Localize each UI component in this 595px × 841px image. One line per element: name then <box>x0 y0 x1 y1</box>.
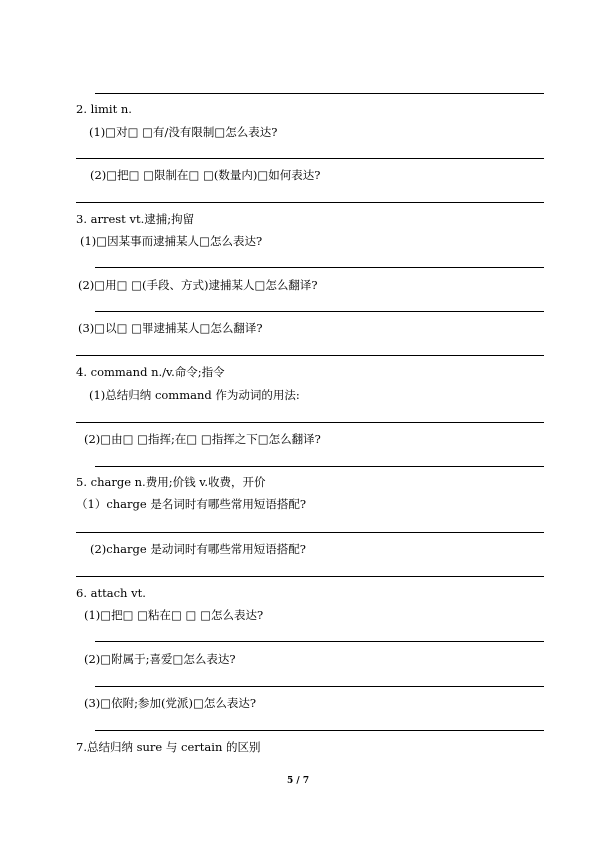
question-text: (2)□附属于;喜爱□怎么表达? <box>84 652 236 666</box>
answer-line <box>76 532 544 533</box>
item-heading: 3. arrest vt.逮捕;拘留 <box>76 212 195 226</box>
question-text: (3)□依附;参加(党派)□怎么表达? <box>84 696 257 710</box>
answer-line <box>95 466 544 467</box>
answer-line <box>76 576 544 577</box>
answer-line <box>76 355 544 356</box>
question-text: (1)□因某事而逮捕某人□怎么表达? <box>80 234 263 248</box>
item-heading: 6. attach vt. <box>76 586 146 600</box>
answer-line <box>76 422 544 423</box>
answer-line <box>95 93 544 94</box>
answer-line <box>95 311 544 312</box>
question-text: (3)□以□ □罪逮捕某人□怎么翻译? <box>78 321 263 335</box>
answer-line <box>76 158 544 159</box>
question-text: (2)□把□ □限制在□ □(数量内)□如何表达? <box>90 168 321 182</box>
item-heading: 5. charge n.费用;价钱 v.收费，开价 <box>76 475 266 489</box>
page-number: 5 / 7 <box>287 776 310 786</box>
question-text: (2)charge 是动词时有哪些常用短语搭配? <box>90 542 306 556</box>
answer-line <box>95 641 544 642</box>
question-text: (1)□对□ □有/没有限制□怎么表达? <box>89 125 278 139</box>
question-text: (1)总结归纳 command 作为动词的用法: <box>89 388 300 402</box>
item-heading: 7.总结归纳 sure 与 certain 的区别 <box>76 740 261 754</box>
question-text: （1）charge 是名词时有哪些常用短语搭配? <box>76 497 307 511</box>
answer-line <box>95 686 544 687</box>
item-heading: 4. command n./v.命令;指令 <box>76 365 225 379</box>
answer-line <box>76 202 544 203</box>
item-heading: 2. limit n. <box>76 102 132 116</box>
answer-line <box>95 267 544 268</box>
question-text: (1)□把□ □粘在□ □ □怎么表达? <box>84 608 264 622</box>
answer-line <box>95 730 544 731</box>
question-text: (2)□用□ □(手段、方式)逮捕某人□怎么翻译? <box>78 278 318 292</box>
question-text: (2)□由□ □指挥;在□ □指挥之下□怎么翻译? <box>84 432 321 446</box>
